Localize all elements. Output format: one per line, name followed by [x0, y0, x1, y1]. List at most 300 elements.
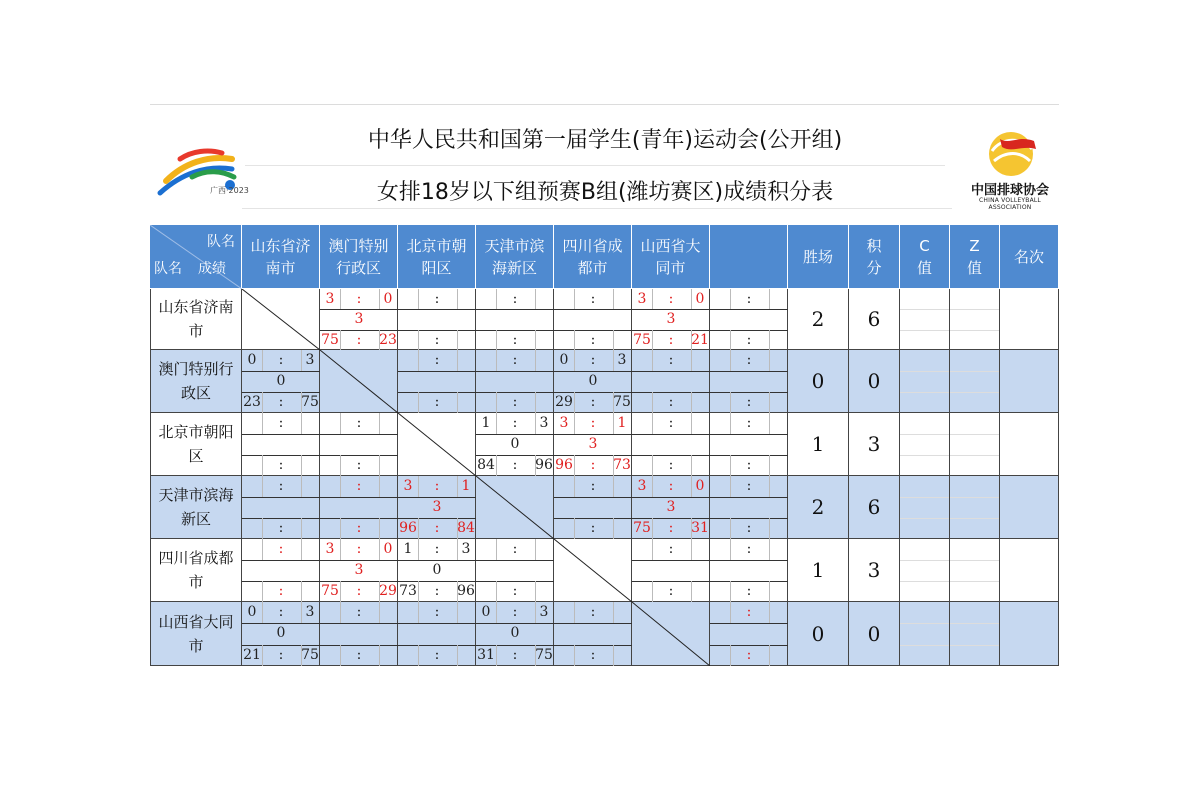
score-cell [398, 539, 476, 602]
set-score-colon: : [746, 604, 752, 620]
ball-score-away: 21 [691, 332, 709, 348]
match-points: 0 [588, 373, 598, 389]
set-score-away [768, 476, 788, 497]
set-score-away [378, 602, 398, 623]
diagonal-cell [632, 602, 710, 666]
self-match-diagonal [632, 602, 710, 666]
faint-gridline [950, 581, 999, 582]
z-value-cell [950, 476, 1000, 539]
set-score-away: 3 [539, 604, 549, 620]
ball-score-away: 96 [457, 583, 475, 599]
set-score-home [710, 350, 730, 371]
ball-score-home [554, 518, 574, 539]
set-score-colon: : [434, 478, 440, 494]
header-c-value: C值 [900, 225, 950, 289]
match-points [710, 309, 788, 329]
set-score-colon: : [668, 415, 674, 431]
ball-score-away [300, 581, 320, 602]
set-score-home: 3 [637, 291, 647, 307]
match-points: 3 [432, 499, 442, 515]
ball-score-home [476, 392, 496, 413]
c-value-cell [900, 289, 950, 350]
set-score-colon: : [512, 291, 518, 307]
faint-gridline [950, 645, 999, 646]
rank-cell [1000, 602, 1059, 666]
ball-score-away: 96 [535, 457, 553, 473]
match-points [710, 560, 788, 581]
ball-score-home [242, 455, 262, 476]
faint-gridline [950, 455, 999, 456]
set-score-home [710, 602, 730, 623]
set-score-away: 0 [383, 291, 393, 307]
set-score-away [456, 602, 476, 623]
header-z-value: Z值 [950, 225, 1000, 289]
score-sheet [150, 104, 1059, 666]
set-score-colon: : [746, 415, 752, 431]
set-score-away: 1 [617, 415, 627, 431]
cva-logo [976, 127, 1046, 181]
set-score-colon: : [356, 541, 362, 557]
header-rank: 名次 [1000, 225, 1059, 289]
match-points [476, 309, 554, 329]
score-cell [710, 602, 788, 666]
ball-score-away [534, 392, 554, 413]
ball-score-colon: : [512, 332, 518, 348]
set-score-away [300, 539, 320, 560]
faint-gridline [950, 434, 999, 435]
set-score-home [398, 602, 418, 623]
diagonal-cell [320, 350, 398, 413]
set-score-colon: : [512, 415, 518, 431]
ball-score-home [710, 392, 730, 413]
score-cell [710, 476, 788, 539]
faint-gridline [900, 623, 949, 624]
row-team-name: 澳门特别行政区 [150, 350, 242, 413]
match-points: 0 [276, 625, 286, 641]
score-cell [632, 539, 710, 602]
header-team-4: 天津市滨海新区 [476, 225, 554, 289]
ball-score-home: 96 [399, 520, 417, 536]
self-match-diagonal [554, 539, 632, 602]
ball-score-colon: : [512, 583, 518, 599]
set-score-home [554, 289, 574, 309]
faint-gridline [950, 560, 999, 561]
set-score-away [534, 350, 554, 371]
z-value-cell [950, 289, 1000, 350]
ball-score-away: 75 [613, 394, 631, 410]
set-score-home: 1 [481, 415, 491, 431]
ball-score-away: 75 [535, 647, 553, 663]
ball-score-home [398, 392, 418, 413]
score-cell [320, 413, 398, 476]
ball-score-away: 29 [379, 583, 397, 599]
wins-value: 1 [788, 413, 849, 476]
faint-gridline [950, 497, 999, 498]
set-score-away [768, 539, 788, 560]
set-score-away: 0 [695, 291, 705, 307]
cva-logo-en: CHINA VOLLEYBALL ASSOCIATION [979, 197, 1041, 211]
set-score-colon: : [590, 352, 596, 368]
match-points: 0 [510, 436, 520, 452]
ball-score-colon: : [668, 332, 674, 348]
ball-score-colon: : [434, 647, 440, 663]
points-value: 3 [849, 413, 900, 476]
set-score-colon: : [746, 352, 752, 368]
score-cell [320, 289, 398, 350]
set-score-away [378, 413, 398, 434]
c-value-cell [900, 350, 950, 413]
set-score-home [476, 539, 496, 560]
ball-score-away: 73 [613, 457, 631, 473]
ball-score-colon: : [668, 583, 674, 599]
score-cell [476, 602, 554, 666]
set-score-away: 1 [461, 478, 471, 494]
set-score-colon: : [434, 291, 440, 307]
match-points [398, 623, 476, 644]
match-points [242, 434, 320, 455]
ball-score-home [476, 581, 496, 602]
match-points [632, 434, 710, 455]
match-points: 3 [354, 562, 364, 578]
score-cell [476, 413, 554, 476]
header-corner [150, 225, 242, 289]
ball-score-home: 23 [243, 394, 261, 410]
set-score-colon: : [356, 604, 362, 620]
ball-score-away [456, 330, 476, 350]
set-score-colon: : [278, 478, 284, 494]
set-score-away: 0 [383, 541, 393, 557]
ball-score-home: 75 [321, 332, 339, 348]
faint-gridline [950, 371, 999, 372]
set-score-colon: : [434, 352, 440, 368]
set-score-away: 3 [539, 415, 549, 431]
ball-score-colon: : [590, 394, 596, 410]
ball-score-colon: : [746, 520, 752, 536]
score-cell [632, 476, 710, 539]
match-points: 3 [354, 311, 364, 327]
ball-score-away [300, 455, 320, 476]
faint-gridline [900, 560, 949, 561]
score-cell [632, 289, 710, 350]
ball-score-colon: : [356, 520, 362, 536]
ball-score-home: 96 [555, 457, 573, 473]
ball-score-away [378, 518, 398, 539]
score-cell [242, 350, 320, 413]
ball-score-colon: : [434, 583, 440, 599]
score-cell [554, 602, 632, 666]
ball-score-colon: : [278, 647, 284, 663]
ball-score-home: 75 [633, 332, 651, 348]
self-match-diagonal [476, 476, 554, 539]
match-points [632, 560, 710, 581]
diagonal-cell [476, 476, 554, 539]
set-score-away [300, 413, 320, 434]
set-score-home [554, 476, 574, 497]
faint-gridline [900, 434, 949, 435]
corner-row-label: 队名 [154, 261, 182, 277]
c-value-cell [900, 413, 950, 476]
match-points [242, 497, 320, 518]
set-score-away [690, 539, 710, 560]
score-cell [710, 289, 788, 350]
ball-score-colon: : [590, 520, 596, 536]
c-value-cell [900, 539, 950, 602]
points-value: 3 [849, 539, 900, 602]
set-score-home [632, 539, 652, 560]
ball-score-away [690, 455, 710, 476]
set-score-away [690, 350, 710, 371]
ball-score-away [300, 518, 320, 539]
ball-score-home: 73 [399, 583, 417, 599]
match-points [476, 371, 554, 392]
ball-score-home [320, 645, 340, 666]
page-subtitle: 女排18岁以下组预赛B组(潍坊赛区)成绩积分表 [376, 180, 834, 205]
match-points [242, 560, 320, 581]
set-score-away: 3 [305, 604, 315, 620]
self-match-diagonal [398, 413, 476, 476]
ball-score-home [710, 330, 730, 350]
set-score-home [710, 289, 730, 309]
score-cell [710, 350, 788, 413]
c-value-cell [900, 602, 950, 666]
set-score-away [612, 602, 632, 623]
set-score-colon: : [746, 478, 752, 494]
ball-score-home [554, 645, 574, 666]
rank-cell [1000, 413, 1059, 476]
points-value: 6 [849, 289, 900, 350]
ball-score-home: 29 [555, 394, 573, 410]
rank-cell [1000, 350, 1059, 413]
set-score-away: 3 [305, 352, 315, 368]
ball-score-colon: : [668, 394, 674, 410]
ball-score-colon: : [668, 457, 674, 473]
set-score-home [476, 350, 496, 371]
faint-gridline [950, 518, 999, 519]
score-cell [710, 539, 788, 602]
ball-score-colon: : [746, 647, 752, 663]
match-points [710, 623, 788, 644]
match-points: 3 [666, 499, 676, 515]
ball-score-home [632, 455, 652, 476]
header-team-1: 山东省济南市 [242, 225, 320, 289]
match-points: 0 [276, 373, 286, 389]
ball-score-away [612, 518, 632, 539]
rank-cell [1000, 539, 1059, 602]
score-cell [242, 476, 320, 539]
set-score-away [300, 476, 320, 497]
header-points: 积分 [849, 225, 900, 289]
set-score-home: 0 [247, 352, 257, 368]
score-cell [476, 289, 554, 350]
z-value-cell [950, 539, 1000, 602]
points-value: 6 [849, 476, 900, 539]
score-cell [320, 476, 398, 539]
ball-score-home [398, 330, 418, 350]
ball-score-colon: : [434, 394, 440, 410]
set-score-home: 3 [325, 291, 335, 307]
match-points [398, 371, 476, 392]
wins-value: 0 [788, 350, 849, 413]
ball-score-away [456, 392, 476, 413]
set-score-colon: : [278, 541, 284, 557]
score-cell [710, 413, 788, 476]
faint-gridline [950, 309, 999, 310]
score-cell [476, 539, 554, 602]
faint-gridline [900, 392, 949, 393]
ball-score-colon: : [434, 332, 440, 348]
points-value: 0 [849, 350, 900, 413]
ball-score-away [768, 392, 788, 413]
set-score-colon: : [512, 352, 518, 368]
set-score-colon: : [278, 415, 284, 431]
ball-score-away: 75 [301, 647, 319, 663]
set-score-home [320, 476, 340, 497]
header-team-6: 山西省大同市 [632, 225, 710, 289]
set-score-home [710, 413, 730, 434]
match-points [710, 371, 788, 392]
faint-gridline [900, 330, 949, 331]
corner-team-label: 队名 [207, 234, 235, 250]
set-score-home: 0 [247, 604, 257, 620]
ball-score-colon: : [512, 647, 518, 663]
games-logo-text: 广西·2023 [210, 186, 249, 195]
ball-score-away: 84 [457, 520, 475, 536]
score-cell [242, 602, 320, 666]
header-team-3: 北京市朝阳区 [398, 225, 476, 289]
set-score-colon: : [590, 604, 596, 620]
score-cell [398, 350, 476, 413]
ball-score-away: 23 [379, 332, 397, 348]
ball-score-colon: : [278, 583, 284, 599]
set-score-home: 3 [403, 478, 413, 494]
diagonal-cell [554, 539, 632, 602]
ball-score-home: 21 [243, 647, 261, 663]
score-cell [554, 413, 632, 476]
faint-gridline [900, 518, 949, 519]
z-value-cell [950, 413, 1000, 476]
ball-score-colon: : [278, 394, 284, 410]
set-score-colon: : [356, 415, 362, 431]
ball-score-away [378, 455, 398, 476]
set-score-colon: : [278, 352, 284, 368]
ball-score-colon: : [278, 520, 284, 536]
set-score-away: 0 [695, 478, 705, 494]
wins-value: 2 [788, 289, 849, 350]
match-points: 3 [588, 436, 598, 452]
set-score-away [612, 476, 632, 497]
ball-score-colon: : [746, 583, 752, 599]
ball-score-away [612, 330, 632, 350]
ball-score-away [612, 645, 632, 666]
set-score-home: 3 [325, 541, 335, 557]
set-score-colon: : [746, 541, 752, 557]
set-score-away [534, 539, 554, 560]
set-score-home [320, 602, 340, 623]
ball-score-away [456, 645, 476, 666]
match-points [710, 434, 788, 455]
ball-score-away [768, 455, 788, 476]
set-score-colon: : [512, 541, 518, 557]
set-score-colon: : [590, 415, 596, 431]
header-wins: 胜场 [788, 225, 849, 289]
set-score-colon: : [590, 478, 596, 494]
score-cell [632, 350, 710, 413]
ball-score-colon: : [512, 457, 518, 473]
row-team-name: 山东省济南市 [150, 289, 242, 350]
ball-score-home [398, 645, 418, 666]
ball-score-home [320, 455, 340, 476]
score-cell [554, 476, 632, 539]
faint-gridline [900, 497, 949, 498]
faint-gridline [900, 581, 949, 582]
score-cell [320, 539, 398, 602]
score-cell [632, 413, 710, 476]
match-points [554, 497, 632, 518]
ball-score-home [554, 330, 574, 350]
ball-score-colon: : [746, 332, 752, 348]
set-score-home [632, 350, 652, 371]
score-cell [398, 476, 476, 539]
row-team-name: 山西省大同市 [150, 602, 242, 666]
rank-cell [1000, 289, 1059, 350]
self-match-diagonal [320, 350, 398, 413]
cva-logo-cn: 中国排球协会 [970, 183, 1049, 198]
ball-score-home: 31 [477, 647, 495, 663]
diagonal-cell [242, 289, 320, 350]
set-score-home [554, 602, 574, 623]
diagonal-cell [398, 413, 476, 476]
ball-score-home [710, 645, 730, 666]
faint-gridline [900, 309, 949, 310]
set-score-away [768, 602, 788, 623]
ball-score-away: 75 [301, 394, 319, 410]
set-score-away [768, 289, 788, 309]
score-cell [398, 289, 476, 350]
header-empty-col [710, 225, 788, 289]
score-cell [242, 539, 320, 602]
ball-score-colon: : [434, 520, 440, 536]
match-points: 0 [432, 562, 442, 578]
set-score-colon: : [356, 291, 362, 307]
set-score-home [710, 476, 730, 497]
ball-score-colon: : [278, 457, 284, 473]
ball-score-colon: : [668, 520, 674, 536]
ball-score-home [632, 581, 652, 602]
points-value: 0 [849, 602, 900, 666]
set-score-home [242, 476, 262, 497]
z-value-cell [950, 350, 1000, 413]
ball-score-colon: : [356, 332, 362, 348]
ball-score-colon: : [590, 332, 596, 348]
score-cell [476, 350, 554, 413]
set-score-colon: : [434, 604, 440, 620]
ball-score-home [632, 392, 652, 413]
set-score-home: 1 [403, 541, 413, 557]
set-score-away [612, 289, 632, 309]
set-score-away [768, 350, 788, 371]
match-points [320, 497, 398, 518]
ball-score-home [710, 581, 730, 602]
set-score-home: 0 [559, 352, 569, 368]
ball-score-away [768, 581, 788, 602]
score-cell [554, 289, 632, 350]
ball-score-away [690, 581, 710, 602]
set-score-colon: : [434, 541, 440, 557]
match-points: 0 [510, 625, 520, 641]
ball-score-home [320, 518, 340, 539]
ball-score-colon: : [590, 647, 596, 663]
set-score-home [710, 539, 730, 560]
